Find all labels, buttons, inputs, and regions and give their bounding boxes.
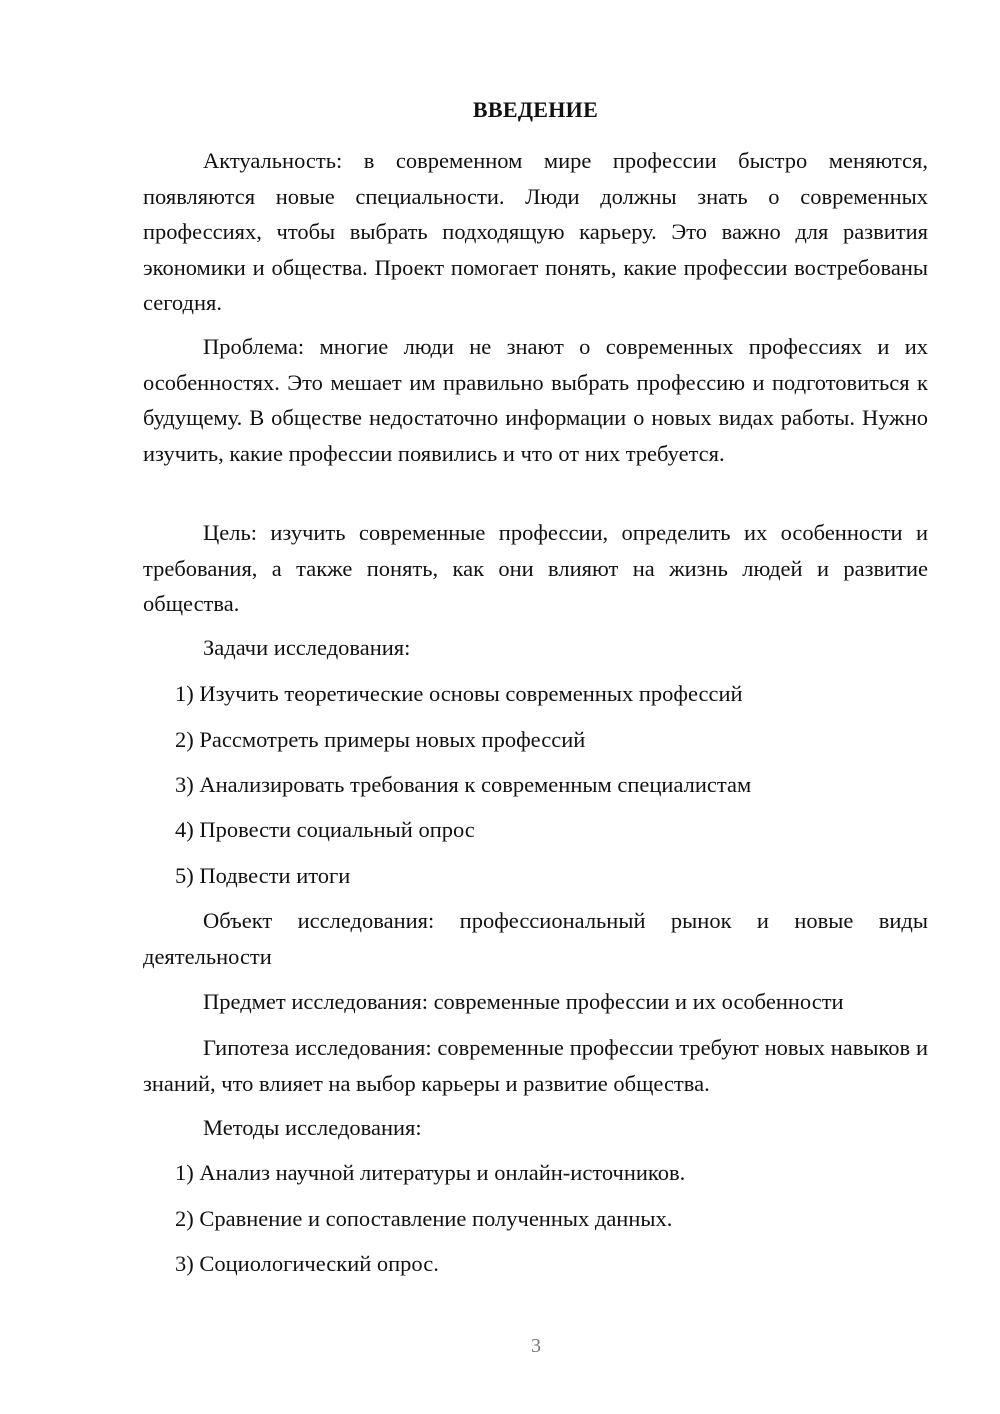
task-item: 2) Рассмотреть примеры новых профессий [175, 727, 586, 752]
subject-paragraph: Предмет исследования: современные профессии и их особенности [203, 989, 844, 1014]
tasks-heading: Задачи исследования: [203, 635, 411, 660]
problem-paragraph: Проблема: многие люди не знают о современных профессиях и их особенностях. Это мешает им правильно выбрать профессию и подготовиться к будущему. В обществе недостаточно информации о новых видах работы. Нужно изучить, какие профессии появились и что от них требуется. [143, 334, 928, 466]
relevance-paragraph: Актуальность: в современном мире профессии быстро меняются, появляются новые специальности. Люди должны знать о современных профессиях, чтобы выбрать подходящую карьеру. Это важно для развития экономики и общества. Проект помогает понять, какие профессии востребованы сегодня. [143, 148, 928, 315]
method-item: 3) Социологический опрос. [175, 1251, 439, 1276]
methods-heading: Методы исследования: [203, 1115, 422, 1140]
goal-paragraph: Цель: изучить современные профессии, определить их особенности и требования, а также понять, как они влияют на жизнь людей и развитие общества. [143, 520, 928, 616]
task-item: 5) Подвести итоги [175, 863, 351, 888]
section-title: ВВЕДЕНИЕ [472, 97, 599, 122]
task-item: 3) Анализировать требования к современным специалистам [175, 772, 752, 797]
object-paragraph: Объект исследования: профессиональный рынок и новые виды деятельности [143, 908, 928, 969]
page-number: 3 [531, 1335, 541, 1357]
task-item: 4) Провести социальный опрос [175, 817, 475, 842]
method-item: 1) Анализ научной литературы и онлайн-источников. [175, 1160, 686, 1185]
hypothesis-paragraph: Гипотеза исследования: современные профессии требуют новых навыков и знаний, что влияет на выбор карьеры и развитие общества. [143, 1035, 928, 1096]
method-item: 2) Сравнение и сопоставление полученных данных. [175, 1206, 673, 1231]
task-item: 1) Изучить теоретические основы современных профессий [175, 681, 743, 706]
